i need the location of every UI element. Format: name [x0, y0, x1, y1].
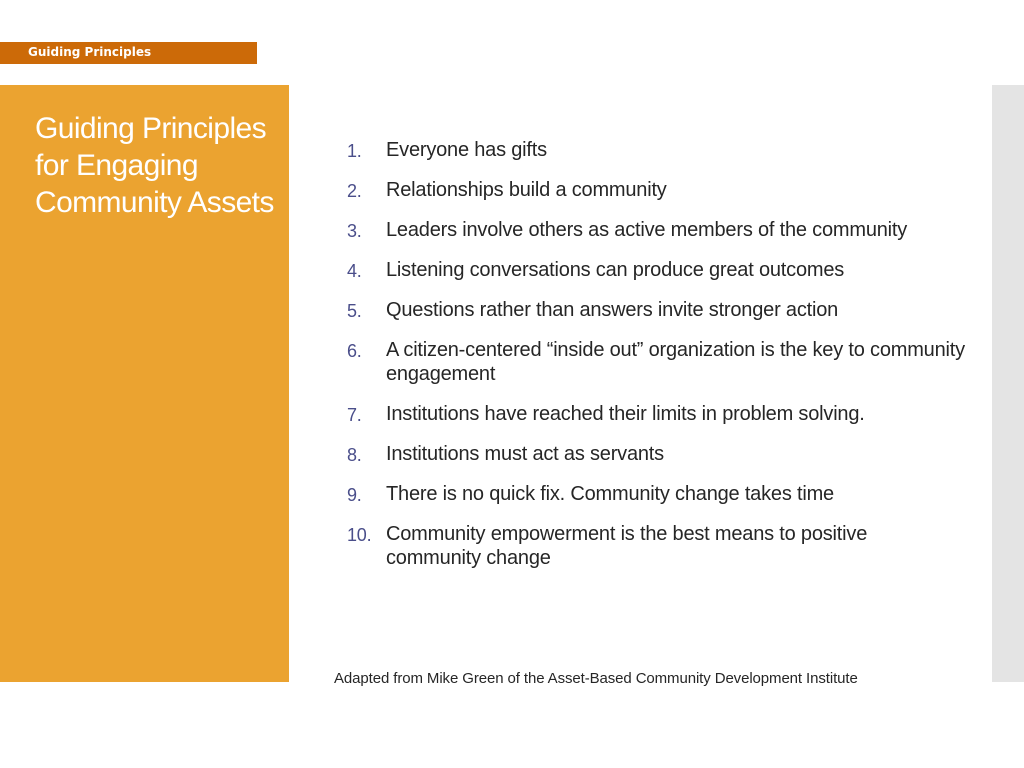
list-item-number: 5.	[347, 301, 362, 321]
list-item-text: Listening conversations can produce great outcomes	[386, 259, 845, 281]
list-item	[335, 298, 965, 322]
list-item	[335, 138, 965, 162]
list-item	[335, 258, 965, 282]
list-item-number: 9.	[347, 485, 362, 505]
list-item-number: 4.	[347, 261, 362, 281]
list-item	[335, 402, 965, 426]
principles-list	[335, 138, 965, 586]
section-tag: Guiding Principles	[0, 42, 257, 64]
list-item-text: Everyone has gifts	[386, 139, 547, 161]
list-item	[335, 338, 965, 386]
list-item-number: 10.	[347, 525, 372, 545]
list-item-text: Relationships build a community	[386, 179, 667, 201]
list-item-text: Institutions must act as servants	[386, 443, 664, 465]
list-item-number: 1.	[347, 141, 362, 161]
list-item-text: Questions rather than answers invite stronger action	[386, 299, 839, 321]
source-attribution: Adapted from Mike Green of the Asset-Based Community Development Institute	[334, 670, 858, 687]
list-item-number: 8.	[347, 445, 362, 465]
list-item	[335, 178, 965, 202]
list-item-number: 7.	[347, 405, 362, 425]
list-item-number: 2.	[347, 181, 362, 201]
list-item-text: Community empowerment is the best means to positive community change	[386, 523, 868, 569]
list-item-number: 6.	[347, 341, 362, 361]
slide-title: Guiding Principles for Engaging Community Assets	[35, 112, 274, 219]
list-item	[335, 442, 965, 466]
list-item-text: Leaders involve others as active members of the community	[386, 219, 908, 241]
list-item-text: A citizen-centered “inside out” organization is the key to community engagement	[386, 339, 965, 385]
list-item	[335, 522, 965, 570]
list-item-text: There is no quick fix. Community change takes time	[386, 483, 834, 505]
list-item-number: 3.	[347, 221, 362, 241]
list-item	[335, 218, 965, 242]
side-strip	[992, 85, 1024, 682]
list-item	[335, 482, 965, 506]
list-item-text: Institutions have reached their limits in problem solving.	[386, 403, 865, 425]
